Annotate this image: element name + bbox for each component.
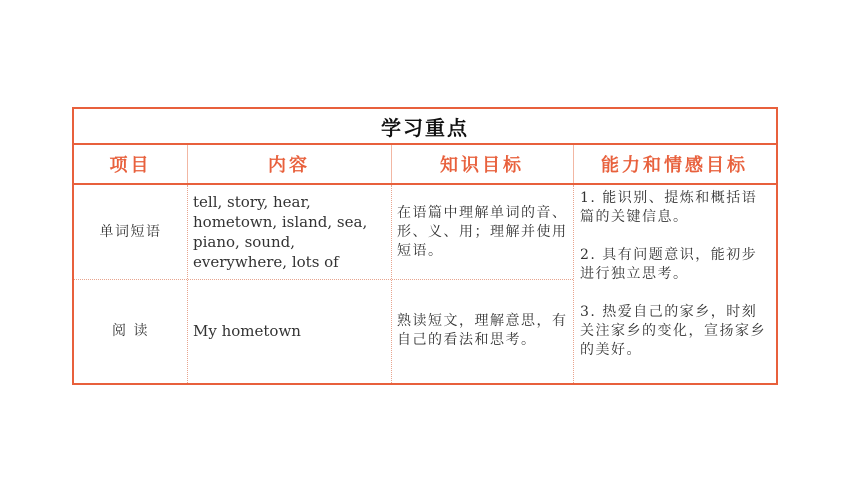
row-item-vocabulary: 单词短语 [99,223,162,240]
header-knowledge: 知识目标 [391,145,573,185]
knowledge-text: 熟读短文，理解意思，有自己的看法和思考。 [397,313,568,348]
content-text: tell, story, hear, hometown, island, sea, piano, sound, everywhere, lots of [193,193,368,271]
ability-goals-cell [573,185,776,383]
row-knowledge-reading [391,279,573,383]
content-text: My hometown [193,321,301,340]
header-ability: 能力和情感目标 [573,145,776,185]
key-points-table [72,107,778,385]
row-knowledge-vocabulary [391,185,573,279]
row-content-reading [187,279,391,383]
header-divider [187,145,188,183]
ability-goal: 3. 热爱自己的家乡，时刻关注家乡的变化，宣扬家乡的美好。 [580,304,766,358]
header-divider [391,145,392,183]
header-divider [573,145,574,183]
header-item: 项目 [74,145,187,185]
header-content: 内容 [187,145,391,185]
ability-goal: 2. 具有问题意识，能初步进行独立思考。 [580,247,758,282]
table-title: 学习重点 [74,109,776,145]
ability-goal: 1. 能识别、提炼和概括语篇的关键信息。 [580,190,758,225]
knowledge-text: 在语篇中理解单词的音、形、义、用；理解并使用短语。 [397,204,568,259]
row-item-reading: 阅 读 [112,322,149,339]
row-content-vocabulary [187,185,391,279]
